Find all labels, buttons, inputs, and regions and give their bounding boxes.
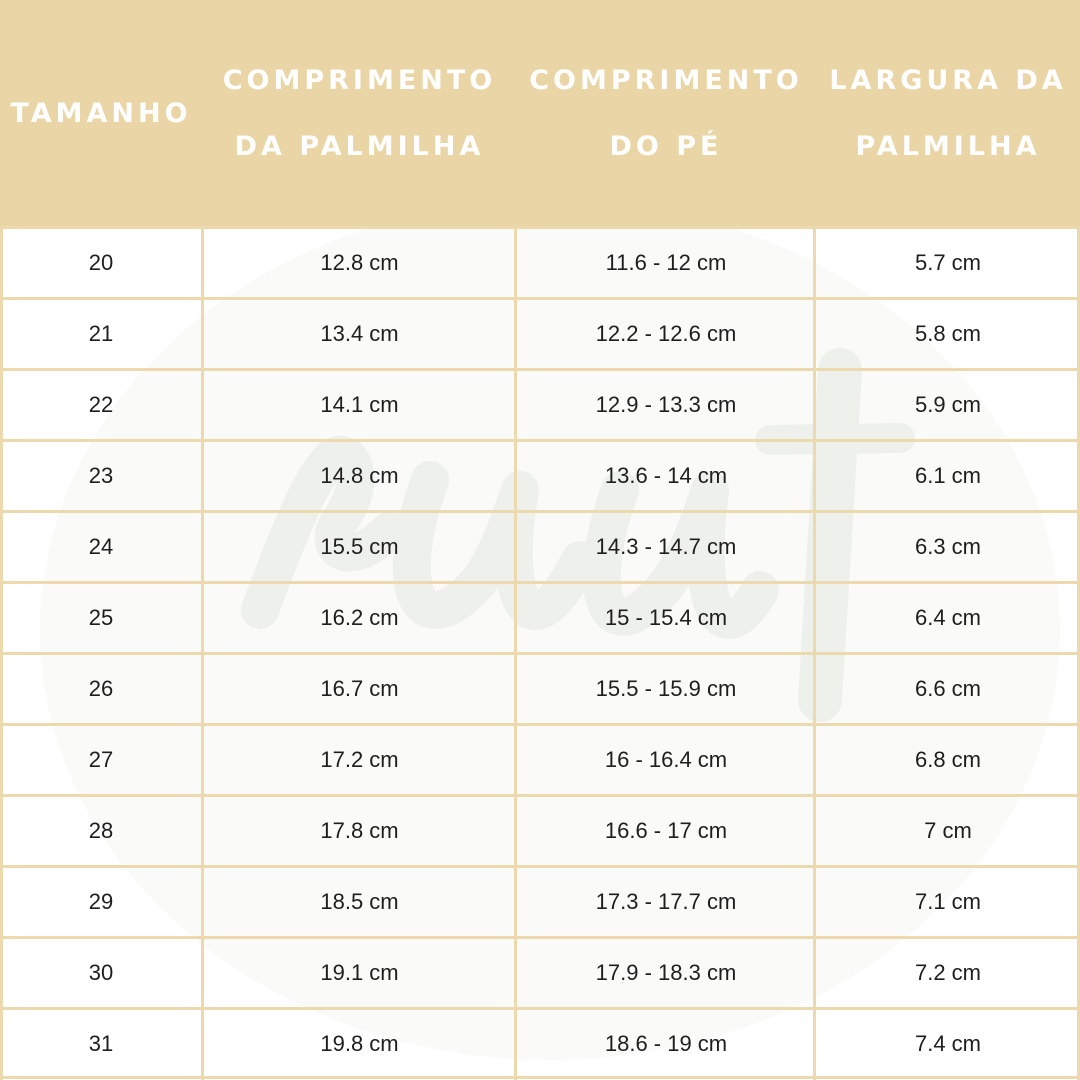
header-foot-length-line2: DO PÉ [609, 130, 723, 162]
row-divider [0, 865, 1080, 868]
header-foot-length-line1: COMPRIMENTO [529, 64, 803, 96]
row-divider [0, 652, 1080, 655]
table-row [0, 724, 1080, 795]
row-divider [0, 581, 1080, 584]
cell-foot-length: 14.3 - 14.7 cm [595, 533, 737, 559]
header-insole-width [816, 0, 1080, 227]
cell-size: 20 [88, 249, 114, 275]
cell-insole-width: 6.8 cm [914, 746, 982, 772]
cell-insole-width: 7.4 cm [914, 1030, 982, 1056]
cell-insole-width: 5.8 cm [914, 320, 982, 346]
cell-insole-width: 7.1 cm [914, 888, 982, 914]
table-row [0, 1008, 1080, 1079]
table-body [0, 227, 1080, 1080]
cell-foot-length: 17.9 - 18.3 cm [595, 959, 737, 985]
cell-insole-length: 18.5 cm [320, 888, 399, 914]
cell-insole-length: 16.2 cm [320, 604, 399, 630]
cell-foot-length: 12.2 - 12.6 cm [595, 320, 737, 346]
row-divider [0, 226, 1080, 229]
row-divider [0, 297, 1080, 300]
cell-size: 30 [88, 959, 114, 985]
table-row [0, 440, 1080, 511]
cell-foot-length: 17.3 - 17.7 cm [595, 888, 737, 914]
cell-insole-width: 6.3 cm [914, 533, 982, 559]
cell-size: 31 [88, 1030, 114, 1056]
row-divider [0, 368, 1080, 371]
row-divider [0, 439, 1080, 442]
cell-insole-length: 17.8 cm [320, 817, 399, 843]
table-row [0, 582, 1080, 653]
cell-insole-width: 6.6 cm [914, 675, 982, 701]
cell-foot-length: 13.6 - 14 cm [604, 462, 728, 488]
cell-insole-width: 5.9 cm [914, 391, 982, 417]
cell-foot-length: 15.5 - 15.9 cm [595, 675, 737, 701]
header-insole-length [203, 0, 516, 227]
cell-size: 23 [88, 462, 114, 488]
row-divider [0, 1007, 1080, 1010]
cell-foot-length: 15 - 15.4 cm [604, 604, 728, 630]
header-size-label: TAMANHO [10, 97, 192, 129]
table-border-bottom [0, 1076, 1080, 1079]
cell-insole-width: 5.7 cm [914, 249, 982, 275]
cell-foot-length: 11.6 - 12 cm [605, 249, 727, 275]
cell-size: 29 [88, 888, 114, 914]
cell-insole-width: 6.1 cm [914, 462, 982, 488]
cell-size: 27 [88, 746, 114, 772]
cell-size: 25 [88, 604, 114, 630]
cell-foot-length: 12.9 - 13.3 cm [595, 391, 737, 417]
cell-insole-length: 15.5 cm [320, 533, 399, 559]
cell-insole-width: 7 cm [924, 817, 972, 843]
table-header [0, 0, 1080, 227]
cell-insole-length: 19.8 cm [320, 1030, 399, 1056]
cell-size: 21 [88, 320, 114, 346]
table-row [0, 369, 1080, 440]
table-row [0, 653, 1080, 724]
cell-size: 28 [88, 817, 114, 843]
cell-insole-width: 7.2 cm [914, 959, 982, 985]
table-border-left [0, 227, 3, 1080]
column-divider [813, 227, 816, 1080]
header-foot-length [517, 0, 815, 227]
cell-insole-length: 13.4 cm [320, 320, 399, 346]
cell-insole-length: 17.2 cm [320, 746, 399, 772]
cell-foot-length: 16 - 16.4 cm [604, 746, 728, 772]
cell-foot-length: 18.6 - 19 cm [604, 1030, 728, 1056]
table-row [0, 298, 1080, 369]
header-insole-length-line1: COMPRIMENTO [222, 64, 497, 96]
header-size [0, 0, 202, 227]
cell-insole-length: 12.8 cm [320, 249, 399, 275]
row-divider [0, 723, 1080, 726]
cell-insole-length: 16.7 cm [320, 675, 399, 701]
table-row [0, 511, 1080, 582]
cell-size: 26 [88, 675, 114, 701]
table-row [0, 227, 1080, 298]
column-divider [201, 227, 204, 1080]
table-row [0, 866, 1080, 937]
header-insole-width-line2: PALMILHA [855, 130, 1041, 162]
row-divider [0, 794, 1080, 797]
cell-size: 22 [88, 391, 114, 417]
cell-insole-width: 6.4 cm [914, 604, 982, 630]
cell-insole-length: 19.1 cm [320, 959, 399, 985]
cell-foot-length: 16.6 - 17 cm [604, 817, 728, 843]
table-row [0, 795, 1080, 866]
cell-insole-length: 14.8 cm [320, 462, 399, 488]
header-insole-width-line1: LARGURA DA [829, 64, 1067, 96]
row-divider [0, 936, 1080, 939]
cell-size: 24 [88, 533, 114, 559]
table-row [0, 937, 1080, 1008]
header-insole-length-line2: DA PALMILHA [234, 130, 485, 162]
column-divider [514, 227, 517, 1080]
row-divider [0, 510, 1080, 513]
cell-insole-length: 14.1 cm [320, 391, 399, 417]
